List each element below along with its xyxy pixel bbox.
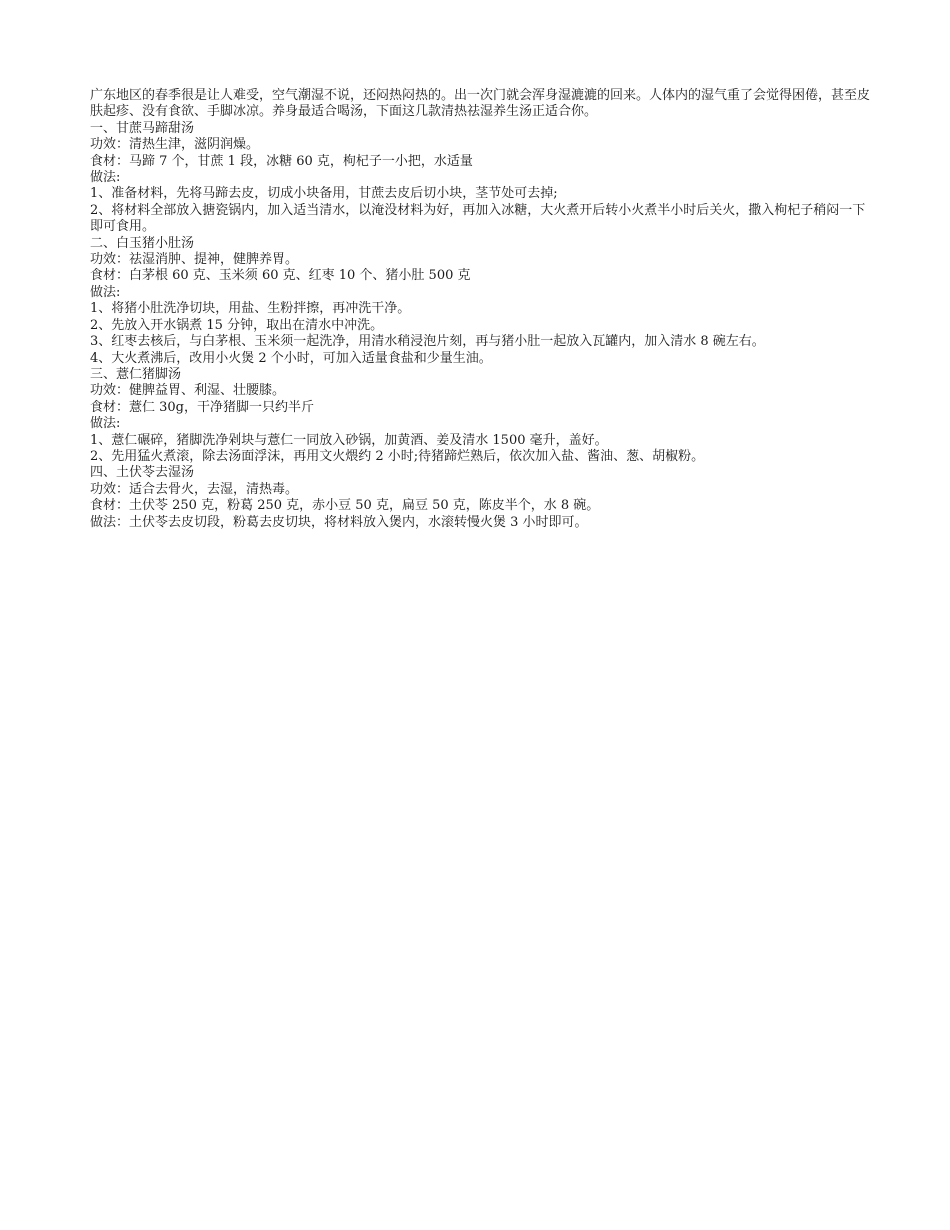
recipe-step: 2、先放入开水锅煮 15 分钟，取出在清水中冲洗。 bbox=[90, 317, 384, 333]
recipe-title: 二、白玉猪小肚汤 bbox=[90, 235, 195, 251]
recipe-step: 4、大火煮沸后，改用小火煲 2 个小时，可加入适量食盐和少量生油。 bbox=[90, 350, 492, 366]
recipe-ingredients: 食材：白茅根 60 克、玉米须 60 克、红枣 10 个、猪小肚 500 克 bbox=[90, 268, 471, 284]
recipe-ingredients: 食材：土伏苓 250 克，粉葛 250 克，赤小豆 50 克，扁豆 50 克，陈皮半个，水 8 碗。 bbox=[90, 498, 600, 514]
recipe-title: 四、土伏苓去湿汤 bbox=[90, 465, 195, 481]
recipe-ingredients: 食材：薏仁 30g，干净猪脚一只约半斤 bbox=[90, 399, 314, 415]
recipe-ingredients: 食材：马蹄 7 个，甘蔗 1 段，冰糖 60 克，枸杞子一小把，水适量 bbox=[90, 153, 473, 169]
recipe-effect: 功效：适合去骨火，去湿，清热毒。 bbox=[90, 481, 299, 497]
recipe-method-label: 做法: bbox=[90, 284, 121, 300]
recipe-method: 做法：土伏苓去皮切段，粉葛去皮切块，将材料放入煲内，水滚转慢火煲 3 小时即可。 bbox=[90, 514, 588, 530]
recipe-effect: 功效：健脾益胃、利湿、壮腰膝。 bbox=[90, 383, 286, 399]
recipe-title: 三、薏仁猪脚汤 bbox=[90, 366, 182, 382]
recipe-title: 一、甘蔗马蹄甜汤 bbox=[90, 120, 195, 136]
recipe-method-label: 做法: bbox=[90, 416, 121, 432]
recipe-section bbox=[90, 236, 870, 367]
recipe-step: 1、准备材料，先将马蹄去皮，切成小块备用，甘蔗去皮后切小块，茎节处可去掉; bbox=[90, 186, 558, 202]
recipe-step: 2、先用猛火煮滚，除去汤面浮沫，再用文火煨约 2 小时;待猪蹄烂熟后，依次加入盐、酱油、葱、胡椒粉。 bbox=[90, 448, 705, 464]
recipe-effect: 功效：祛湿消肿、提神，健脾养胃。 bbox=[90, 252, 299, 268]
recipe-method-label: 做法: bbox=[90, 170, 121, 186]
recipe-step: 3、红枣去核后，与白茅根、玉米须一起洗净，用清水稍浸泡片刻，再与猪小肚一起放入瓦罐内，加入清水 8 碗左右。 bbox=[90, 334, 765, 350]
document-body bbox=[90, 88, 870, 531]
recipe-effect: 功效：清热生津，滋阴润燥。 bbox=[90, 137, 260, 153]
recipe-section bbox=[90, 367, 870, 465]
recipe-section bbox=[90, 121, 870, 236]
intro-paragraph: 广东地区的春季很是让人难受，空气潮湿不说，还闷热闷热的。出一次门就会浑身湿漉漉的回来。人体内的湿气重了会觉得困倦，甚至皮肤起疹、没有食欲、手脚冰凉。养身最适合喝汤，下面这几款清热祛湿养生汤正适合你。 bbox=[90, 88, 871, 120]
recipe-section bbox=[90, 465, 870, 531]
recipe-step: 1、将猪小肚洗净切块，用盐、生粉拌擦，再冲洗干净。 bbox=[90, 301, 411, 317]
recipe-step: 2、将材料全部放入搪瓷锅内，加入适当清水，以淹没材料为好，再加入冰糖，大火煮开后转小火煮半小时后关火，撒入枸杞子稍闷一下即可食用。 bbox=[90, 202, 866, 235]
recipe-step: 1、薏仁碾碎，猪脚洗净剁块与薏仁一同放入砂锅，加黄酒、姜及清水 1500 毫升，盖好。 bbox=[90, 432, 608, 448]
